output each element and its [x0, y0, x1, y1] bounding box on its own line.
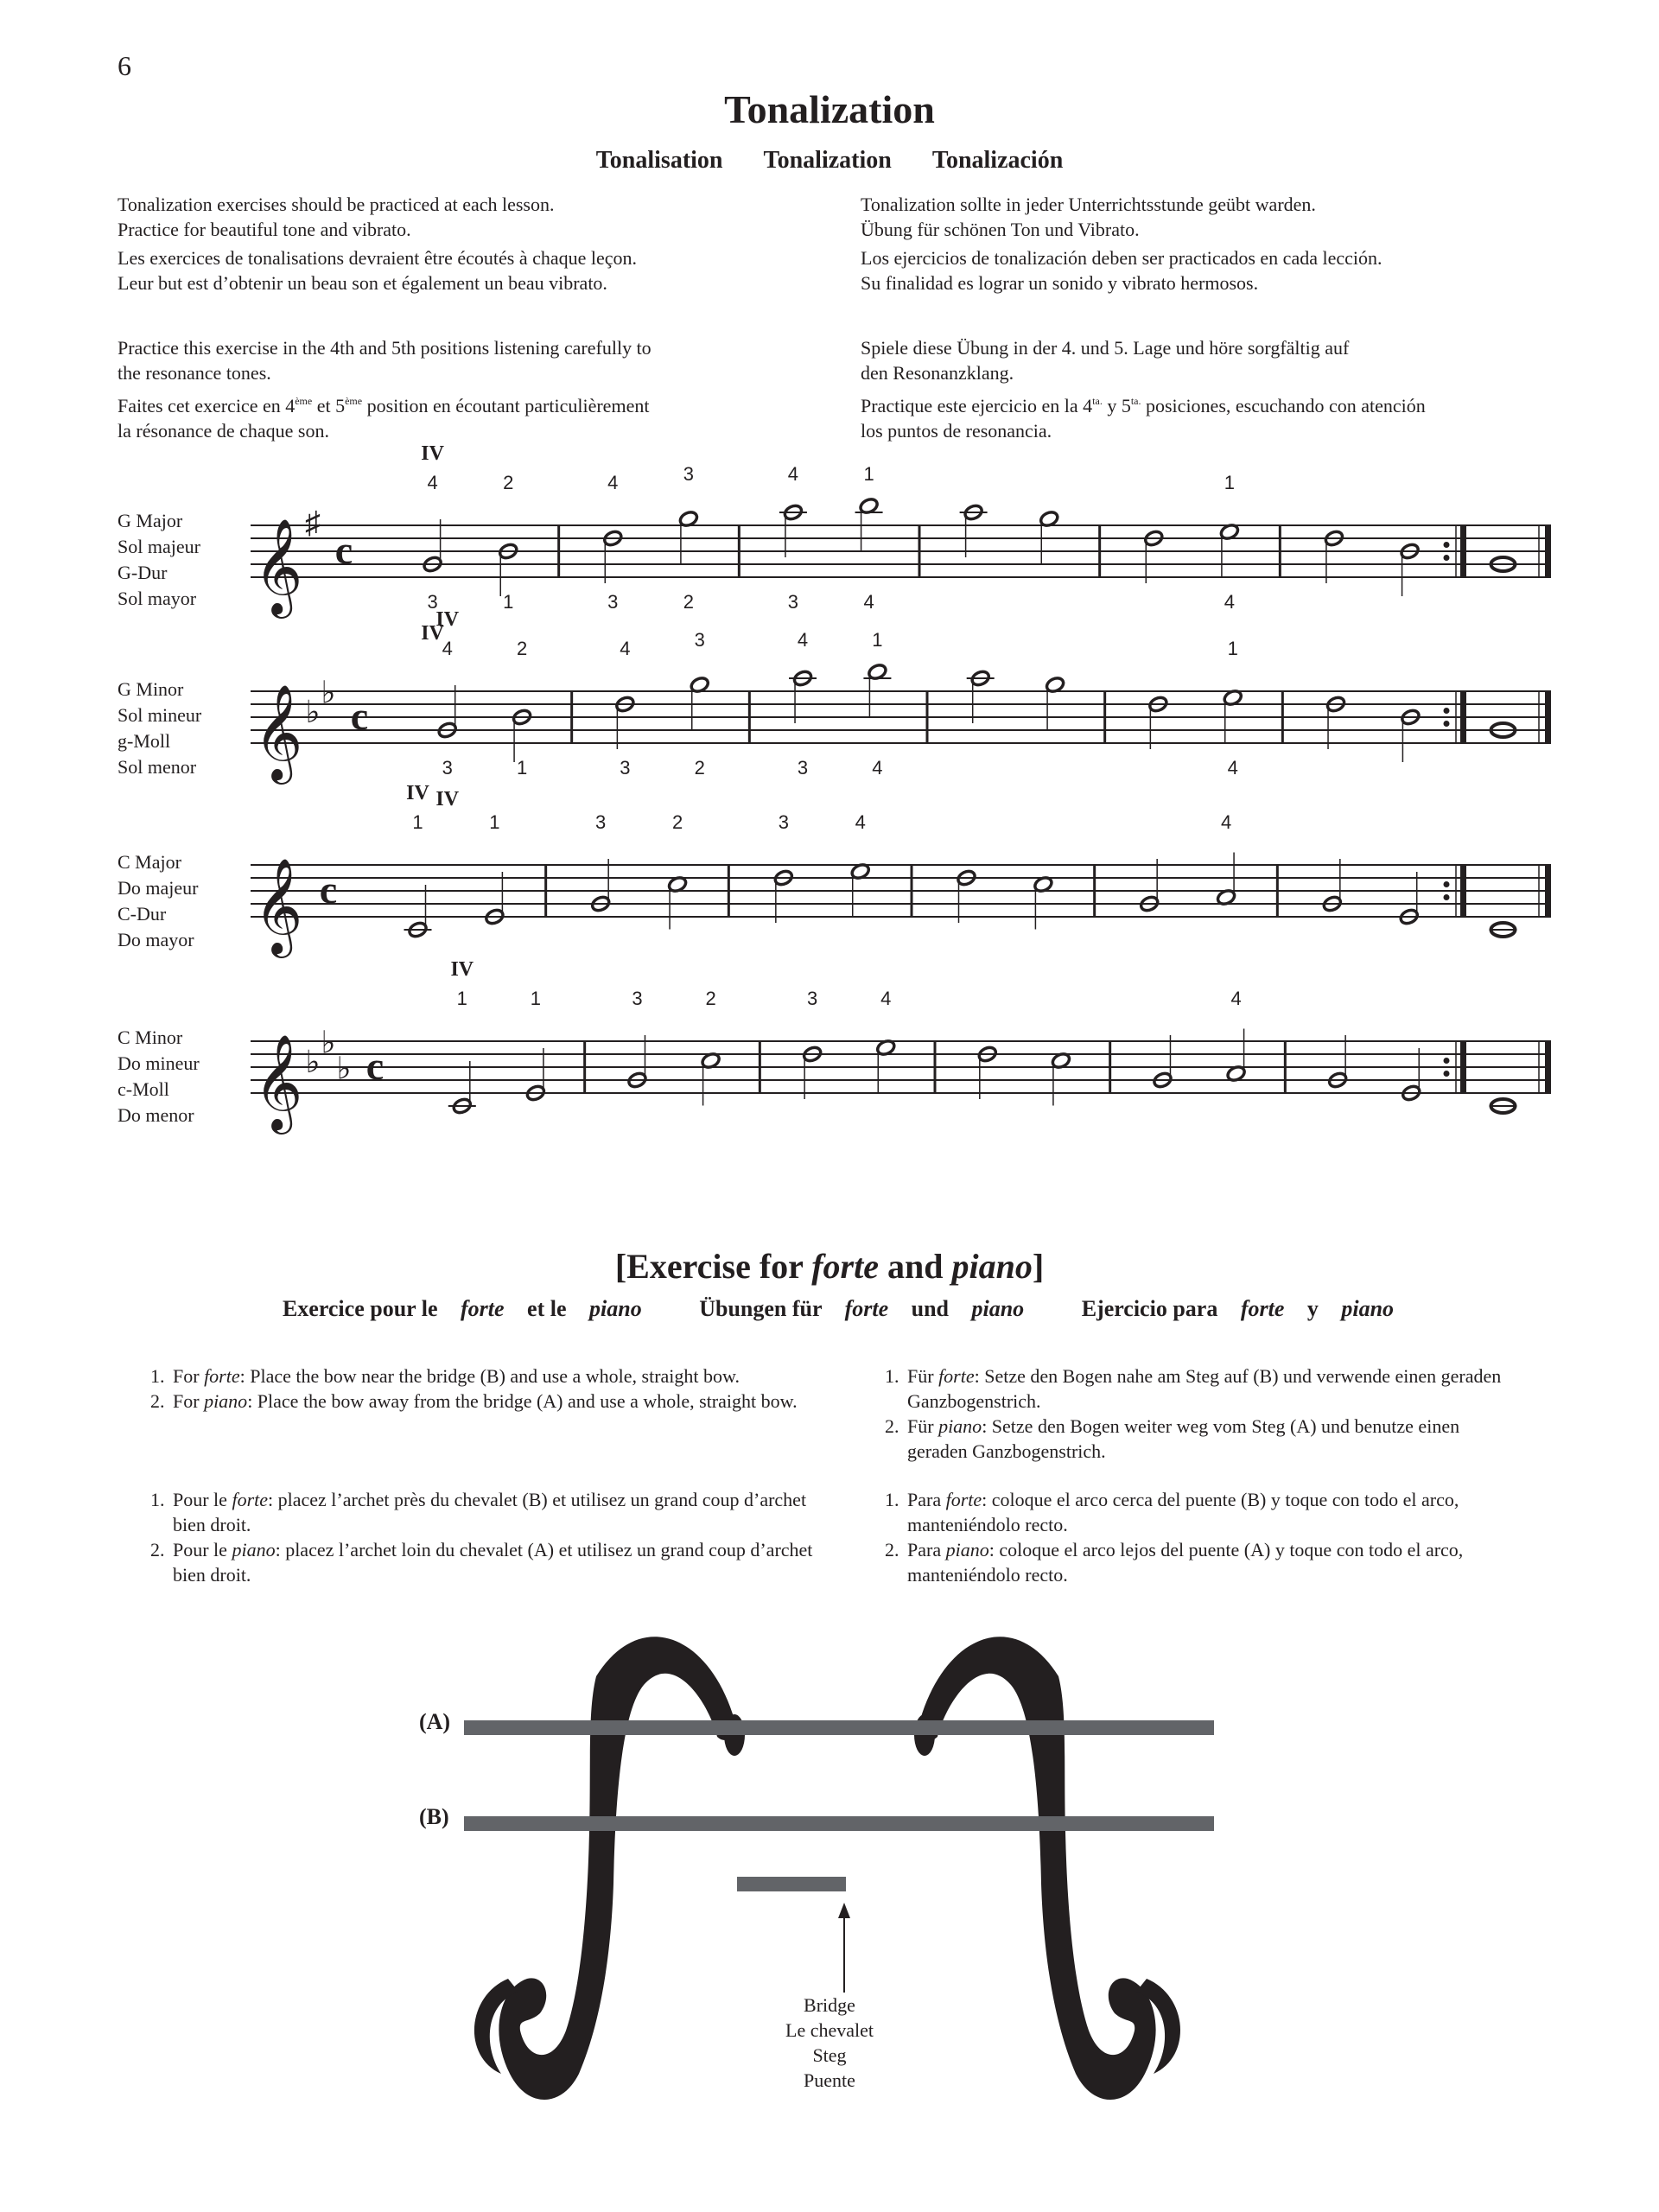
string-indicator: IV	[450, 958, 474, 981]
subtitle-es: Tonalización	[931, 147, 1064, 174]
fingering-number: 4	[855, 811, 866, 833]
steps-de	[880, 1363, 1510, 1464]
fingering-number: 4	[863, 591, 874, 613]
repeat-thick-line	[1460, 1041, 1466, 1093]
treble-clef-icon: 𝄞	[253, 1036, 303, 1128]
fingering-number: 1	[872, 629, 883, 651]
step-item: 1. Für forte: Setze den Bogen nahe am Steg auf (B) und verwende einen geraden Ganzbogenstrich.	[904, 1363, 1510, 1414]
step-item: 2. Pour le piano: placez l’archet loin du chevalet (A) et utilisez un grand coup d’archet bien droit.	[169, 1537, 828, 1587]
final-thick-line	[1545, 691, 1551, 743]
fingering-number: 4	[797, 629, 809, 651]
f-hole-right-icon	[914, 1637, 1180, 2100]
fingering-number: 3	[595, 811, 607, 833]
repeat-thick-line	[1460, 865, 1466, 917]
common-time-icon: c	[334, 528, 353, 572]
string-indicator: IV	[421, 622, 444, 645]
final-thick-line	[1545, 1041, 1551, 1093]
practice-es: Practique este ejercicio en la $4^{ta.}$ y $5^{ta.}$ posiciones, escuchando con atención los puntos de resonancia.	[861, 395, 1426, 442]
treble-clef-icon: 𝄞	[253, 686, 303, 779]
step-item: 2. Para piano: coloque el arco lejos del puente (A) y toque con todo el arco, manteniéndolo recto.	[904, 1537, 1510, 1587]
repeat-dot	[1444, 708, 1450, 714]
intro-en: Tonalization exercises should be practiced at each lesson. Practice for beautiful tone and vibrato.	[118, 194, 555, 240]
f-hole-left-icon	[474, 1637, 745, 2100]
repeat-dot	[1444, 1058, 1450, 1064]
exercise-subtitles	[0, 1296, 1659, 1322]
final-thick-line	[1545, 525, 1551, 577]
fingering-number: 3	[787, 591, 799, 613]
bow-position-a-bar	[464, 1720, 1214, 1735]
step-item: 1. Para forte: coloque el arco cerca del puente (B) y toque con todo el arco, manteniéndolo recto.	[904, 1487, 1510, 1537]
intro-es: Los ejercicios de tonalización deben ser practicados en cada lección. Su finalidad es lograr un sonido y vibrato hermosos.	[861, 247, 1382, 294]
exercise-subtitle-fr: Exercice pour le forte et le piano	[282, 1296, 642, 1321]
fingering-number: 3	[807, 988, 818, 1009]
intro-de: Tonalization sollte in jeder Unterrichtsstunde geübt warden. Übung für schönen Ton und Vibrato.	[861, 194, 1316, 240]
fingering-number: 1	[489, 811, 500, 833]
bow-label-b: (B)	[419, 1804, 449, 1829]
fingering-number: 3	[427, 591, 438, 613]
fingering-number: 3	[694, 629, 705, 651]
intro-fr: Les exercices de tonalisations devraient être écoutés à chaque leçon. Leur but est d’obtenir un beau son et également un beau vibrato.	[118, 247, 638, 294]
sharp-icon: ♯	[305, 505, 321, 540]
step-item: 2. For piano: Place the bow away from the bridge (A) and use a whole, straight bow.	[169, 1389, 828, 1414]
fingering-number: 4	[620, 638, 631, 659]
fingering-number: 2	[516, 638, 528, 659]
fingering-number: 4	[1227, 757, 1238, 779]
subtitle-fr: Tonalisation	[595, 147, 723, 174]
fingering-number: 4	[872, 757, 883, 779]
flat-icon: ♭	[321, 1025, 336, 1060]
repeat-dot	[1444, 721, 1450, 727]
fingering-number: 1	[503, 591, 514, 613]
practice-de: Spiele diese Übung in der 4. und 5. Lage und höre sorgfältig auf den Resonanzklang.	[861, 337, 1350, 384]
fingering-number: 4	[880, 988, 892, 1009]
common-time-icon: c	[350, 694, 369, 738]
subtitle-de: Tonalization	[763, 147, 892, 174]
repeat-dot	[1444, 542, 1450, 548]
fingering-number: 1	[516, 757, 528, 779]
steps-es	[880, 1487, 1510, 1587]
fingering-number: 2	[683, 591, 695, 613]
fingering-number: 2	[503, 472, 514, 493]
exercise-title: [Exercise for forte and piano]	[614, 1247, 1045, 1286]
string-indicator: IV	[435, 788, 460, 810]
flat-icon: ♭	[305, 1045, 321, 1079]
repeat-thick-line	[1460, 525, 1466, 577]
common-time-icon: c	[365, 1044, 385, 1088]
practice-en: Practice this exercise in the 4th and 5th positions listening carefully to the resonance tones.	[118, 337, 652, 384]
fingering-number: 3	[442, 757, 453, 779]
fingering-number: 1	[456, 988, 467, 1009]
string-indicator: IV	[435, 608, 460, 631]
fingering-number: 2	[694, 757, 705, 779]
scale-label-c-major: C Major Do majeur C-Dur Do mayor	[118, 851, 199, 950]
scale-label-g-minor: G Minor Sol mineur g-Moll Sol menor	[118, 678, 202, 778]
fingering-number: 4	[1230, 988, 1242, 1009]
scale-label-g-major: G Major Sol majeur G-Dur Sol mayor	[118, 510, 200, 609]
bridge-arrow-icon	[838, 1903, 850, 1918]
fingering-number: 1	[1224, 472, 1236, 493]
steps-fr	[145, 1487, 828, 1587]
fingering-number: 1	[1227, 638, 1238, 659]
fingering-number: 3	[632, 988, 643, 1009]
fingering-number: 3	[683, 463, 695, 485]
fingering-number: 1	[530, 988, 542, 1009]
fingering-number: 2	[671, 811, 683, 833]
flat-icon: ♭	[321, 675, 336, 710]
treble-clef-icon: 𝄞	[253, 860, 303, 952]
step-item: 1. For forte: Place the bow near the bridge (B) and use a whole, straight bow.	[169, 1363, 828, 1389]
step-item: 1. Pour le forte: placez l’archet près du chevalet (B) et utilisez un grand coup d’archet bien droit.	[169, 1487, 828, 1537]
fingering-number: 4	[427, 472, 438, 493]
repeat-thick-line	[1460, 691, 1466, 743]
steps-en	[145, 1363, 828, 1414]
fingering-number: 1	[863, 463, 874, 485]
exercise-subtitle-es: Ejercicio para forte y piano	[1081, 1296, 1395, 1321]
repeat-dot	[1444, 1071, 1450, 1077]
string-indicator: IV	[406, 782, 429, 804]
bridge-labels: Bridge Le chevalet Steg Puente	[785, 1994, 874, 2091]
bow-position-b-bar	[464, 1816, 1214, 1831]
page-title: Tonalization	[724, 87, 935, 131]
string-indicator: IV	[421, 442, 444, 465]
scale-label-c-minor: C Minor Do mineur c-Moll Do menor	[118, 1027, 200, 1126]
fingering-number: 4	[607, 472, 619, 493]
practice-fr: Faites cet exercice en 4ème et 5ème position en écoutant particulièrement la résonance de chaque son.	[118, 395, 650, 442]
fingering-number: 3	[778, 811, 789, 833]
fingering-number: 4	[787, 463, 799, 485]
fingering-number: 3	[607, 591, 619, 613]
fingering-number: 3	[620, 757, 631, 779]
fingering-number: 3	[797, 757, 809, 779]
fingering-number: 4	[442, 638, 453, 659]
page-number: 6	[118, 50, 131, 81]
final-thick-line	[1545, 865, 1551, 917]
repeat-dot	[1444, 555, 1450, 561]
fingering-number: 4	[1224, 591, 1236, 613]
repeat-dot	[1444, 894, 1450, 900]
exercise-subtitle-de: Übungen für forte und piano	[699, 1296, 1025, 1321]
treble-clef-icon: 𝄞	[253, 520, 303, 613]
bow-label-a: (A)	[419, 1709, 451, 1734]
common-time-icon: c	[319, 868, 338, 912]
fingering-number: 4	[1220, 811, 1232, 833]
repeat-dot	[1444, 881, 1450, 887]
fingering-number: 2	[705, 988, 716, 1009]
flat-icon: ♭	[305, 695, 321, 729]
bridge-bar	[737, 1877, 846, 1891]
fingering-number: 1	[412, 811, 423, 833]
flat-icon: ♭	[336, 1051, 352, 1086]
step-item: 2. Für piano: Setze den Bogen weiter weg vom Steg (A) und benutze einen geraden Ganzbogenstrich.	[904, 1414, 1510, 1464]
